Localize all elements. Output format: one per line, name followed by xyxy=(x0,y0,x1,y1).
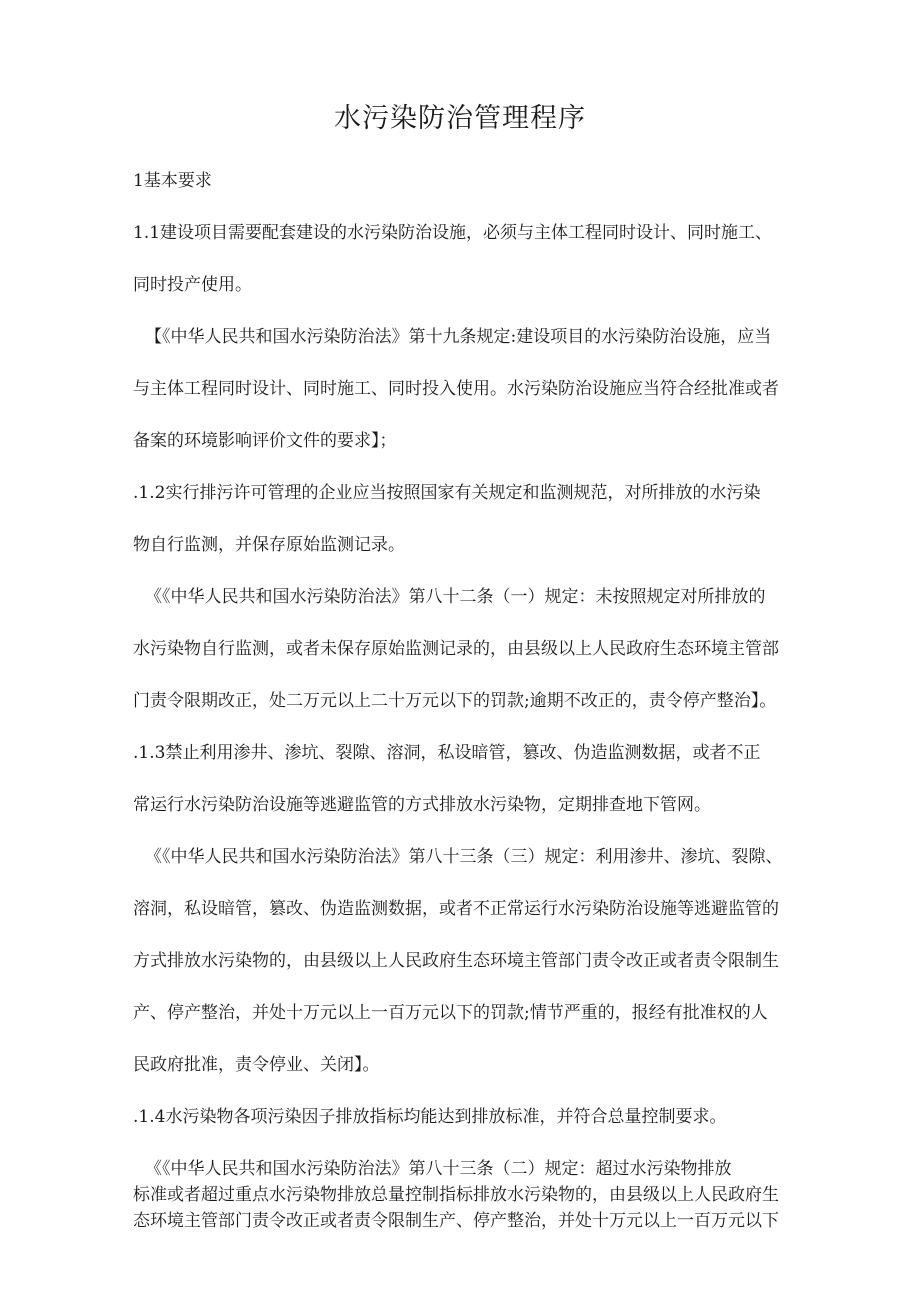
paragraph-line: 水污染物自行监测，或者未保存原始监测记录的，由县级以上人民政府生态环境主管部 xyxy=(133,639,779,659)
paragraph-line: 《《中华人民共和国水污染防治法》第八十三条（二）规定：超过水污染物排放 xyxy=(145,1159,732,1179)
paragraph-line: 与主体工程同时设计、同时施工、同时投入使用。水污染防治设施应当符合经批准或者 xyxy=(133,379,779,399)
paragraph-line: 民政府批准，责令停业、关闭】。 xyxy=(133,1055,380,1075)
paragraph-line: 同时投产使用。 xyxy=(133,275,252,295)
paragraph-line: 1.1建设项目需要配套建设的水污染防治设施，必须与主体工程同时设计、同时施工、 xyxy=(133,223,773,243)
section-heading: 1基本要求 xyxy=(133,171,212,191)
paragraph-line: 《《中华人民共和国水污染防治法》第八十二条（一）规定：未按照规定对所排放的 xyxy=(145,587,766,607)
paragraph-line: 门责令限期改正，处二万元以上二十万元以下的罚款;逾期不改正的，责令停产整治】。 xyxy=(133,691,777,711)
paragraph-line: 方式排放水污染物的，由县级以上人民政府生态环境主管部门责令改正或者责令限制生 xyxy=(133,951,779,971)
paragraph-line: 【《中华人民共和国水污染防治法》第十九条规定:建设项目的水污染防治设施，应当 xyxy=(145,327,772,347)
paragraph-line: 物自行监测，并保存原始监测记录。 xyxy=(133,535,405,555)
paragraph-line: 备案的环境影响评价文件的要求】； xyxy=(133,431,397,451)
paragraph-line: .1.3禁止利用渗井、渗坑、裂隙、溶洞，私设暗管，篡改、伪造监测数据，或者不正 xyxy=(133,743,761,763)
paragraph-line: 溶洞，私设暗管，篡改、伪造监测数据，或者不正常运行水污染防治设施等逃避监管的 xyxy=(133,899,779,919)
paragraph-line: .1.2实行排污许可管理的企业应当按照国家有关规定和监测规范，对所排放的水污染 xyxy=(133,483,761,503)
page-title: 水污染防治管理程序 xyxy=(334,103,586,134)
paragraph-line: 态环境主管部门责令改正或者责令限制生产、停产整治，并处十万元以上一百万元以下 xyxy=(133,1211,779,1231)
paragraph-line: 《《中华人民共和国水污染防治法》第八十三条（三）规定：利用渗井、渗坑、裂隙、 xyxy=(145,847,783,867)
paragraph-line: 常运行水污染防治设施等逃避监管的方式排放水污染物，定期排查地下管网。 xyxy=(133,795,711,815)
paragraph-line: 产、停产整治，并处十万元以上一百万元以下的罚款;情节严重的，报经有批准权的人 xyxy=(133,1003,768,1023)
paragraph-line: .1.4水污染物各项污染因子排放指标均能达到排放标准，并符合总量控制要求。 xyxy=(133,1107,727,1127)
paragraph-line: 标准或者超过重点水污染物排放总量控制指标排放水污染物的，由县级以上人民政府生 xyxy=(133,1185,779,1205)
document-body xyxy=(133,170,803,1236)
